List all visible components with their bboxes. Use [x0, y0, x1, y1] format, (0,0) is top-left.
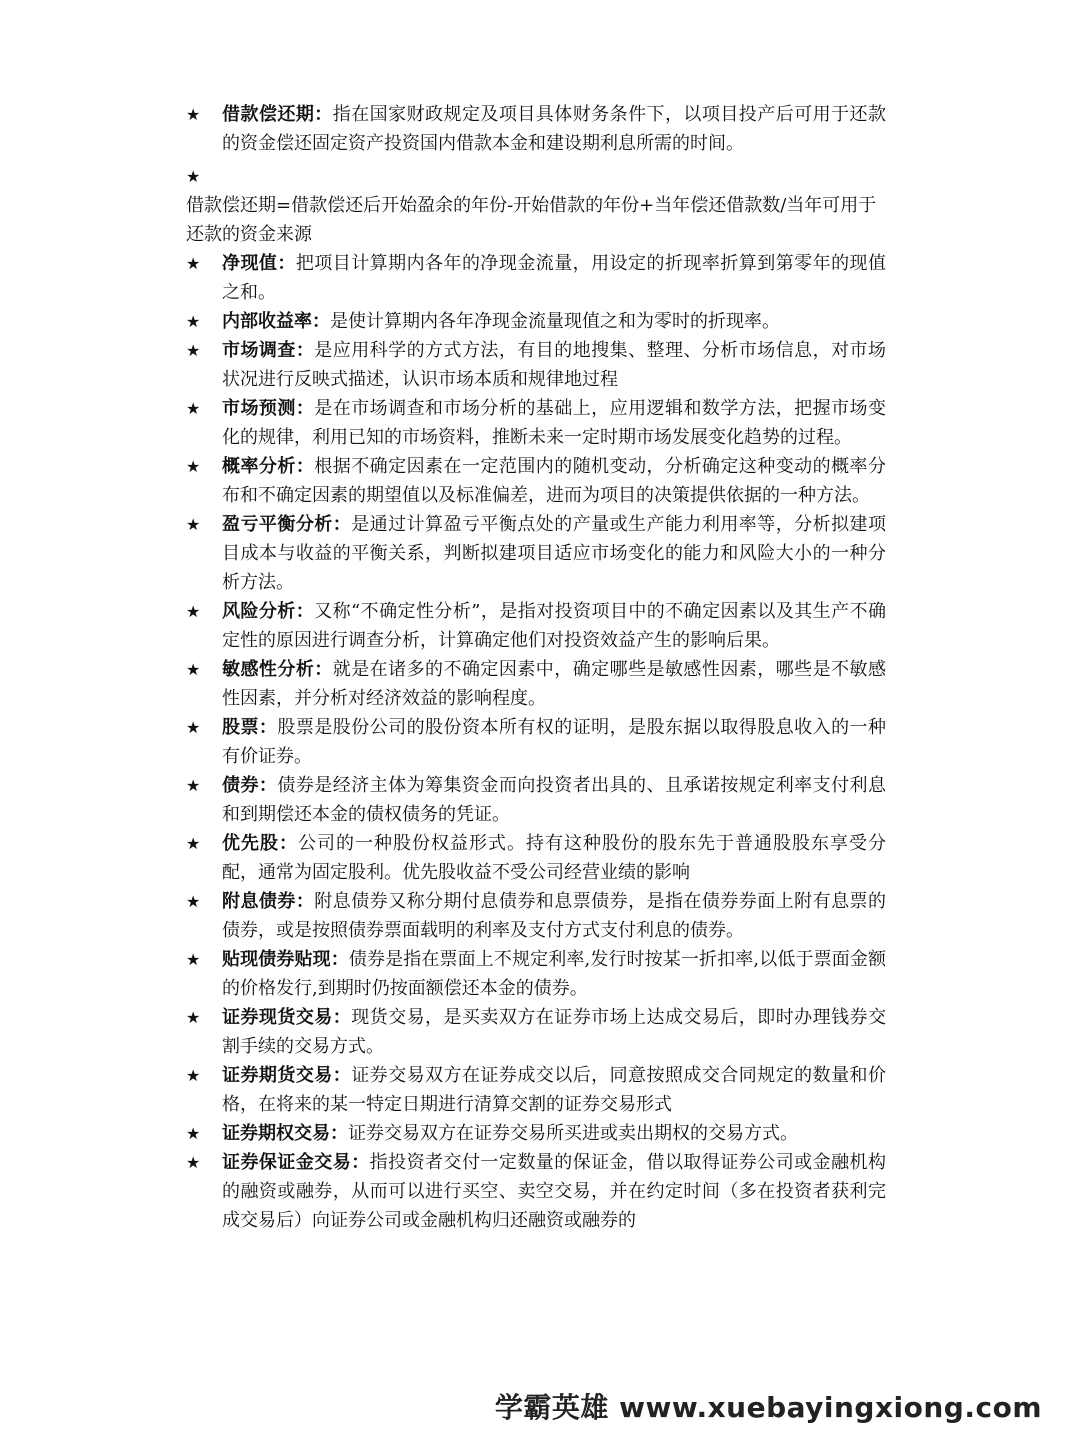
- star-bullet-icon: ★: [186, 776, 201, 795]
- definition-term: 盈亏平衡分析：: [222, 514, 352, 535]
- definition-text: 证券交易双方在证券成交以后，同意按照成交合同规定的数量和价格，在将来的某一特定日期进行清算交割的证券交易形式: [222, 1065, 887, 1115]
- star-bullet-icon: ★: [186, 167, 201, 186]
- definition-term: 借款偿还期：: [222, 104, 333, 125]
- definition-text: 债券是经济主体为筹集资金而向投资者出具的、且承诺按规定利率支付利息和到期偿还本金的债权债务的凭证。: [222, 775, 887, 825]
- definition-term: 风险分析：: [222, 601, 315, 622]
- definition-text: 证券交易双方在证券交易所买进或卖出期权的交易方式。: [348, 1123, 798, 1144]
- star-bullet-icon: ★: [186, 1124, 201, 1143]
- definition-text: 公司的一种股份权益形式。持有这种股份的股东先于普通股股东享受分配，通常为固定股利。优先股收益不受公司经营业绩的影响: [222, 833, 886, 883]
- definition-term: 证券期权交易：: [222, 1123, 348, 1144]
- star-bullet-icon: ★: [186, 341, 201, 360]
- definition-term: 净现值：: [222, 253, 296, 274]
- definition-term: 内部收益率：: [222, 311, 330, 332]
- definition-term: 市场预测：: [222, 398, 315, 419]
- definition-term: 敏感性分析：: [222, 659, 333, 680]
- definition-text: 附息债券又称分期付息债券和息票债券，是指在债券券面上附有息票的债券，或是按照债券票面载明的利率及支付方式支付利息的债券。: [222, 891, 887, 941]
- star-bullet-icon: ★: [186, 399, 201, 418]
- definition-item: [186, 713, 886, 771]
- definition-term: 优先股：: [222, 833, 298, 854]
- star-bullet-icon: ★: [186, 834, 201, 853]
- definition-item: [186, 1061, 886, 1119]
- star-bullet-icon: ★: [186, 457, 201, 476]
- definition-text: 就是在诸多的不确定因素中，确定哪些是敏感性因素，哪些是不敏感性因素，并分析对经济效益的影响程度。: [222, 659, 887, 709]
- definition-term: 市场调查：: [222, 340, 315, 361]
- definition-term: 附息债券：: [222, 891, 315, 912]
- definition-item: [186, 887, 886, 945]
- definition-term: 证券现货交易：: [222, 1007, 352, 1028]
- star-bullet-icon: ★: [186, 602, 201, 621]
- definition-term: 股票：: [222, 717, 278, 738]
- definition-text: 又称“不确定性分析”，是指对投资项目中的不确定因素以及其生产不确定性的原因进行调查分析，计算确定他们对投资效益产生的影响后果。: [222, 601, 887, 651]
- definition-text: 是应用科学的方式方法，有目的地搜集、整理、分析市场信息，对市场状况进行反映式描述，认识市场本质和规律地过程: [222, 340, 887, 390]
- definition-item: [186, 307, 886, 336]
- definition-item: [186, 336, 886, 394]
- definition-item: [186, 100, 886, 158]
- definition-item: [186, 510, 886, 597]
- definition-item: [186, 1003, 886, 1061]
- definition-item: [186, 771, 886, 829]
- site-watermark: 学霸英雄 www.xuebayingxiong.com: [494, 1391, 1042, 1424]
- definition-text: 指投资者交付一定数量的保证金，借以取得证券公司或金融机构的融资或融券，从而可以进行买空、卖空交易，并在约定时间（多在投资者获利完成交易后）向证券公司或金融机构归还融资或融券的: [222, 1152, 886, 1231]
- star-bullet-icon: ★: [186, 515, 201, 534]
- definition-text: 指在国家财政规定及项目具体财务条件下，以项目投产后可用于还款的资金偿还固定资产投资国内借款本金和建设期利息所需的时间。: [222, 104, 887, 154]
- definition-text: 股票是股份公司的股份资本所有权的证明，是股东据以取得股息收入的一种有价证券。: [222, 717, 887, 767]
- star-bullet-icon: ★: [186, 1066, 201, 1085]
- definition-text: 债券是指在票面上不规定利率,发行时按某一折扣率,以低于票面金额的价格发行,到期时仍按面额偿还本金的债券。: [222, 949, 887, 999]
- definition-item: [186, 394, 886, 452]
- star-bullet-icon: ★: [186, 1153, 201, 1172]
- definition-item: [186, 655, 886, 713]
- definition-item: [186, 829, 886, 887]
- definition-text: 是通过计算盈亏平衡点处的产量或生产能力利用率等，分析拟建项目成本与收益的平衡关系，判断拟建项目适应市场变化的能力和风险大小的一种分析方法。: [222, 514, 887, 593]
- document-content: [186, 100, 886, 1235]
- definition-text: 现货交易，是买卖双方在证券市场上达成交易后，即时办理钱券交割手续的交易方式。: [222, 1007, 887, 1057]
- definition-term: 贴现债券贴现：: [222, 949, 349, 970]
- definition-text: 根据不确定因素在一定范围内的随机变动，分析确定这种变动的概率分布和不确定因素的期望值以及标准偏差，进而为项目的决策提供依据的一种方法。: [222, 456, 887, 506]
- star-bullet-icon: ★: [186, 950, 201, 969]
- definition-term: 证券期货交易：: [222, 1065, 352, 1086]
- formula-paragraph: 借款偿还期=借款偿还后开始盈余的年份-开始借款的年份+当年偿还借款数/当年可用于还款的资金来源: [186, 195, 877, 245]
- definition-text: 把项目计算期内各年的净现金流量，用设定的折现率折算到第零年的现值之和。: [222, 253, 886, 303]
- definition-item: [186, 1148, 886, 1235]
- star-bullet-icon: ★: [186, 254, 201, 273]
- definition-item: [186, 597, 886, 655]
- definition-text: 是使计算期内各年净现金流量现值之和为零时的折现率。: [330, 311, 780, 332]
- definition-text: 是在市场调查和市场分析的基础上，应用逻辑和数学方法，把握市场变化的规律，利用已知的市场资料，推断未来一定时期市场发展变化趋势的过程。: [222, 398, 887, 448]
- definition-item: [186, 945, 886, 1003]
- definition-item: [186, 452, 886, 510]
- star-bullet-icon: ★: [186, 718, 201, 737]
- definition-item: [186, 1119, 886, 1148]
- star-bullet-icon: ★: [186, 105, 201, 124]
- definition-item: [186, 249, 886, 307]
- star-bullet-icon: ★: [186, 1008, 201, 1027]
- star-bullet-icon: ★: [186, 660, 201, 679]
- definition-term: 概率分析：: [222, 456, 315, 477]
- star-bullet-icon: ★: [186, 312, 201, 331]
- star-bullet-icon: ★: [186, 892, 201, 911]
- empty-bullet-line: [186, 162, 886, 191]
- definition-term: 证券保证金交易：: [222, 1152, 370, 1173]
- definition-term: 债券：: [222, 775, 278, 796]
